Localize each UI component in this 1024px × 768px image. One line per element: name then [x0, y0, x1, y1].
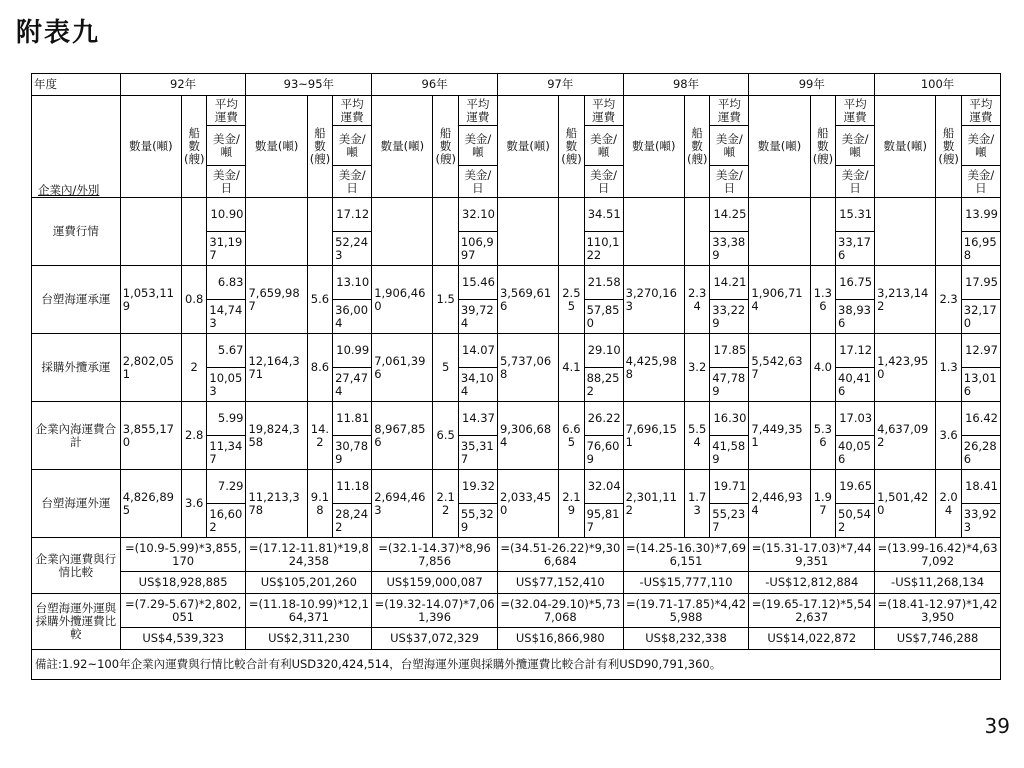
comparison-result: US$105,201,260	[246, 572, 372, 594]
usd-per-ton-cell: 6.83	[207, 266, 246, 300]
ship-count-cell: 5.36	[810, 402, 835, 470]
usd-per-ton-cell: 29.10	[584, 334, 623, 368]
table-row	[32, 334, 1001, 368]
usd-per-day-cell: 110,122	[584, 232, 623, 266]
qty-header: 數量(噸)	[749, 96, 810, 198]
usd-per-day-cell: 31,197	[207, 232, 246, 266]
qty-cell: 7,449,351	[749, 402, 810, 470]
year-header: 97年	[497, 74, 623, 96]
usd-per-day-cell: 26,286	[961, 436, 1000, 470]
qty-cell: 2,301,112	[623, 470, 684, 538]
ship-count-header: 船數(艘)	[810, 96, 835, 198]
usd-per-ton-cell: 16.42	[961, 402, 1000, 436]
usd-per-day-header: 美金/日	[207, 166, 246, 198]
ship-count-cell: 1.97	[810, 470, 835, 538]
usd-per-day-cell: 88,252	[584, 368, 623, 402]
qty-cell: 1,423,950	[875, 334, 936, 402]
ship-count-cell	[810, 198, 835, 266]
table-row	[32, 470, 1001, 504]
footnote: 備註:1.92~100年企業內運費與行情比較合計有利USD320,424,514，台塑海運外運與採購外攬運費比較合計有利USD90,791,360。	[32, 650, 1001, 680]
usd-per-ton-cell: 13.99	[961, 198, 1000, 232]
ship-count-cell: 0.8	[182, 266, 207, 334]
year-header: 98年	[623, 74, 749, 96]
page-title: 附表九	[16, 18, 101, 48]
row-label: 運費行情	[32, 198, 121, 266]
qty-cell: 2,694,463	[372, 470, 433, 538]
comparison-label: 企業內運費與行情比較	[32, 538, 121, 594]
avg-freight-header: 平均運費	[584, 96, 623, 126]
ship-count-cell	[936, 198, 961, 266]
ship-count-cell: 2.04	[936, 470, 961, 538]
ship-count-cell	[182, 198, 207, 266]
freight-comparison-table	[31, 73, 1001, 680]
usd-per-day-cell: 33,389	[710, 232, 749, 266]
qty-cell: 1,501,420	[875, 470, 936, 538]
row-label: 採購外攬承運	[32, 334, 121, 402]
comparison-result: US$4,539,323	[120, 628, 246, 650]
ship-count-cell: 14.2	[307, 402, 332, 470]
comparison-result: US$8,232,338	[623, 628, 749, 650]
usd-per-ton-cell: 11.18	[333, 470, 372, 504]
year-header: 92年	[120, 74, 246, 96]
usd-per-day-cell: 36,004	[333, 300, 372, 334]
usd-per-day-cell: 34,104	[458, 368, 497, 402]
usd-per-ton-cell: 17.12	[836, 334, 875, 368]
usd-per-ton-cell: 7.29	[207, 470, 246, 504]
usd-per-ton-cell: 17.12	[333, 198, 372, 232]
usd-per-ton-cell: 5.67	[207, 334, 246, 368]
avg-freight-header: 平均運費	[207, 96, 246, 126]
usd-per-day-cell: 32,170	[961, 300, 1000, 334]
comparison-formula: =(7.29-5.67)*2,802,051	[120, 594, 246, 628]
ship-count-cell: 2.19	[559, 470, 584, 538]
comparison-formula: =(10.9-5.99)*3,855,170	[120, 538, 246, 572]
ship-count-cell: 9.18	[307, 470, 332, 538]
comparison-result: US$37,072,329	[372, 628, 498, 650]
qty-cell: 1,906,714	[749, 266, 810, 334]
ship-count-cell: 6.5	[433, 402, 458, 470]
usd-per-ton-header: 美金/噸	[458, 126, 497, 166]
year-header: 93~95年	[246, 74, 372, 96]
usd-per-day-cell: 35,317	[458, 436, 497, 470]
usd-per-ton-header: 美金/噸	[584, 126, 623, 166]
comparison-result-row	[32, 628, 1001, 650]
usd-per-day-cell: 14,743	[207, 300, 246, 334]
usd-per-day-cell: 41,589	[710, 436, 749, 470]
comparison-formula: =(32.1-14.37)*8,967,856	[372, 538, 498, 572]
ship-count-header: 船數(艘)	[307, 96, 332, 198]
qty-header: 數量(噸)	[875, 96, 936, 198]
ship-count-cell: 3.6	[936, 402, 961, 470]
usd-per-day-cell: 33,229	[710, 300, 749, 334]
qty-cell: 5,737,068	[497, 334, 558, 402]
usd-per-day-cell: 13,016	[961, 368, 1000, 402]
usd-per-ton-cell: 32.04	[584, 470, 623, 504]
qty-cell: 2,033,450	[497, 470, 558, 538]
ship-count-header: 船數(艘)	[182, 96, 207, 198]
qty-cell: 4,425,988	[623, 334, 684, 402]
comparison-result-row	[32, 572, 1001, 594]
qty-header: 數量(噸)	[246, 96, 307, 198]
comparison-formula: =(34.51-26.22)*9,306,684	[497, 538, 623, 572]
ship-count-cell: 2	[182, 334, 207, 402]
qty-cell: 3,270,163	[623, 266, 684, 334]
ship-count-cell: 2.8	[182, 402, 207, 470]
usd-per-ton-cell: 17.03	[836, 402, 875, 436]
usd-per-day-cell: 50,542	[836, 504, 875, 538]
usd-per-ton-cell: 10.99	[333, 334, 372, 368]
qty-cell: 2,446,934	[749, 470, 810, 538]
ship-count-cell: 1.36	[810, 266, 835, 334]
qty-cell: 7,061,396	[372, 334, 433, 402]
ship-count-cell: 4.0	[810, 334, 835, 402]
usd-per-day-cell: 33,176	[836, 232, 875, 266]
ship-count-cell: 8.6	[307, 334, 332, 402]
qty-cell: 7,659,987	[246, 266, 307, 334]
usd-per-day-cell: 33,923	[961, 504, 1000, 538]
usd-per-ton-cell: 14.21	[710, 266, 749, 300]
comparison-formula: =(19.32-14.07)*7,061,396	[372, 594, 498, 628]
row-label: 台塑海運承運	[32, 266, 121, 334]
usd-per-ton-cell: 26.22	[584, 402, 623, 436]
avg-freight-header: 平均運費	[836, 96, 875, 126]
comparison-formula: =(11.18-10.99)*12,164,371	[246, 594, 372, 628]
usd-per-ton-cell: 19.65	[836, 470, 875, 504]
qty-header: 數量(噸)	[497, 96, 558, 198]
ship-count-cell	[307, 198, 332, 266]
ship-count-cell: 3.6	[182, 470, 207, 538]
avg-freight-header: 平均運費	[458, 96, 497, 126]
ship-count-cell: 2.34	[684, 266, 709, 334]
ship-count-header: 船數(艘)	[684, 96, 709, 198]
usd-per-ton-cell: 16.30	[710, 402, 749, 436]
usd-per-ton-header: 美金/噸	[710, 126, 749, 166]
usd-per-ton-cell: 17.95	[961, 266, 1000, 300]
qty-cell: 5,542,637	[749, 334, 810, 402]
qty-cell: 2,802,051	[120, 334, 181, 402]
usd-per-day-header: 美金/日	[961, 166, 1000, 198]
ship-count-cell: 2.3	[936, 266, 961, 334]
usd-per-day-cell: 40,416	[836, 368, 875, 402]
qty-cell	[749, 198, 810, 266]
comparison-result: US$14,022,872	[749, 628, 875, 650]
usd-per-ton-cell: 18.41	[961, 470, 1000, 504]
usd-per-ton-cell: 34.51	[584, 198, 623, 232]
qty-cell	[372, 198, 433, 266]
qty-header: 數量(噸)	[623, 96, 684, 198]
usd-per-ton-header: 美金/噸	[836, 126, 875, 166]
usd-per-day-cell: 106,997	[458, 232, 497, 266]
usd-per-ton-cell: 19.71	[710, 470, 749, 504]
ship-count-cell: 3.2	[684, 334, 709, 402]
comparison-result: -US$12,812,884	[749, 572, 875, 594]
qty-cell: 3,855,170	[120, 402, 181, 470]
usd-per-ton-header: 美金/噸	[961, 126, 1000, 166]
usd-per-day-cell: 16,958	[961, 232, 1000, 266]
comparison-result: US$16,866,980	[497, 628, 623, 650]
usd-per-ton-cell: 10.90	[207, 198, 246, 232]
avg-freight-header: 平均運費	[961, 96, 1000, 126]
year-header: 99年	[749, 74, 875, 96]
row-label: 企業內海運費合計	[32, 402, 121, 470]
ship-count-cell: 1.5	[433, 266, 458, 334]
ship-count-cell: 5.54	[684, 402, 709, 470]
qty-header: 數量(噸)	[372, 96, 433, 198]
usd-per-day-header: 美金/日	[458, 166, 497, 198]
usd-per-day-cell: 16,602	[207, 504, 246, 538]
usd-per-ton-cell: 16.75	[836, 266, 875, 300]
comparison-formula-row	[32, 538, 1001, 572]
comparison-result: US$2,311,230	[246, 628, 372, 650]
usd-per-ton-cell: 14.07	[458, 334, 497, 368]
usd-per-day-cell: 95,817	[584, 504, 623, 538]
usd-per-day-cell: 55,329	[458, 504, 497, 538]
ship-count-cell: 5	[433, 334, 458, 402]
comparison-formula: =(13.99-16.42)*4,637,092	[875, 538, 1001, 572]
qty-cell: 7,696,151	[623, 402, 684, 470]
comparison-formula: =(19.65-17.12)*5,542,637	[749, 594, 875, 628]
usd-per-day-cell: 57,850	[584, 300, 623, 334]
comparison-result: -US$11,268,134	[875, 572, 1001, 594]
usd-per-day-cell: 76,609	[584, 436, 623, 470]
comparison-formula: =(32.04-29.10)*5,737,068	[497, 594, 623, 628]
usd-per-day-cell: 39,724	[458, 300, 497, 334]
usd-per-day-cell: 28,242	[333, 504, 372, 538]
year-header: 96年	[372, 74, 498, 96]
usd-per-day-cell: 47,789	[710, 368, 749, 402]
table-row	[32, 402, 1001, 436]
comparison-formula: =(18.41-12.97)*1,423,950	[875, 594, 1001, 628]
usd-per-day-header: 美金/日	[836, 166, 875, 198]
qty-cell: 4,826,895	[120, 470, 181, 538]
ship-count-cell: 6.65	[559, 402, 584, 470]
qty-cell: 19,824,358	[246, 402, 307, 470]
usd-per-ton-header: 美金/噸	[333, 126, 372, 166]
usd-per-ton-header: 美金/噸	[207, 126, 246, 166]
ship-count-cell: 5.6	[307, 266, 332, 334]
ship-count-cell	[559, 198, 584, 266]
qty-cell: 9,306,684	[497, 402, 558, 470]
qty-cell	[875, 198, 936, 266]
qty-header: 數量(噸)	[120, 96, 181, 198]
comparison-formula: =(19.71-17.85)*4,425,988	[623, 594, 749, 628]
ship-count-cell: 2.55	[559, 266, 584, 334]
usd-per-ton-cell: 13.10	[333, 266, 372, 300]
table-row	[32, 198, 1001, 232]
ship-count-header: 船數(艘)	[433, 96, 458, 198]
qty-cell: 12,164,371	[246, 334, 307, 402]
table-row	[32, 266, 1001, 300]
qty-cell: 1,053,119	[120, 266, 181, 334]
avg-freight-header: 平均運費	[333, 96, 372, 126]
qty-cell: 11,213,378	[246, 470, 307, 538]
comparison-result: -US$15,777,110	[623, 572, 749, 594]
usd-per-day-cell: 27,474	[333, 368, 372, 402]
usd-per-ton-cell: 17.85	[710, 334, 749, 368]
usd-per-ton-cell: 14.25	[710, 198, 749, 232]
usd-per-ton-cell: 15.46	[458, 266, 497, 300]
ship-count-cell: 4.1	[559, 334, 584, 402]
qty-cell: 3,569,616	[497, 266, 558, 334]
usd-per-day-cell: 55,237	[710, 504, 749, 538]
comparison-formula-row	[32, 594, 1001, 628]
usd-per-day-cell: 30,789	[333, 436, 372, 470]
ship-count-cell: 1.3	[936, 334, 961, 402]
ship-count-header: 船數(艘)	[559, 96, 584, 198]
ship-count-cell: 1.73	[684, 470, 709, 538]
qty-cell	[497, 198, 558, 266]
usd-per-day-cell: 40,056	[836, 436, 875, 470]
usd-per-ton-cell: 12.97	[961, 334, 1000, 368]
usd-per-ton-cell: 21.58	[584, 266, 623, 300]
usd-per-day-header: 美金/日	[710, 166, 749, 198]
usd-per-ton-cell: 15.31	[836, 198, 875, 232]
qty-cell: 3,213,142	[875, 266, 936, 334]
row-label: 台塑海運外運	[32, 470, 121, 538]
comparison-formula: =(17.12-11.81)*19,824,358	[246, 538, 372, 572]
qty-cell	[120, 198, 181, 266]
qty-cell: 1,906,460	[372, 266, 433, 334]
comparison-label: 台塑海運外運與採購外攬運費比較	[32, 594, 121, 650]
usd-per-day-cell: 10,053	[207, 368, 246, 402]
qty-cell	[623, 198, 684, 266]
usd-per-day-cell: 38,936	[836, 300, 875, 334]
ship-count-header: 船數(艘)	[936, 96, 961, 198]
usd-per-ton-cell: 5.99	[207, 402, 246, 436]
usd-per-day-header: 美金/日	[584, 166, 623, 198]
ship-count-cell	[433, 198, 458, 266]
qty-cell: 8,967,856	[372, 402, 433, 470]
year-header-label: 年度	[32, 74, 121, 96]
company-type-header: 企業內/外別	[32, 96, 121, 198]
page-number: 39	[984, 714, 1010, 738]
usd-per-day-cell: 52,243	[333, 232, 372, 266]
usd-per-ton-cell: 32.10	[458, 198, 497, 232]
qty-cell: 4,637,092	[875, 402, 936, 470]
comparison-formula: =(15.31-17.03)*7,449,351	[749, 538, 875, 572]
usd-per-day-header: 美金/日	[333, 166, 372, 198]
comparison-formula: =(14.25-16.30)*7,696,151	[623, 538, 749, 572]
comparison-result: US$159,000,087	[372, 572, 498, 594]
comparison-result: US$77,152,410	[497, 572, 623, 594]
comparison-result: US$7,746,288	[875, 628, 1001, 650]
ship-count-cell: 2.12	[433, 470, 458, 538]
year-header: 100年	[875, 74, 1001, 96]
comparison-result: US$18,928,885	[120, 572, 246, 594]
usd-per-ton-cell: 11.81	[333, 402, 372, 436]
usd-per-day-cell: 11,347	[207, 436, 246, 470]
avg-freight-header: 平均運費	[710, 96, 749, 126]
qty-cell	[246, 198, 307, 266]
usd-per-ton-cell: 19.32	[458, 470, 497, 504]
usd-per-ton-cell: 14.37	[458, 402, 497, 436]
ship-count-cell	[684, 198, 709, 266]
